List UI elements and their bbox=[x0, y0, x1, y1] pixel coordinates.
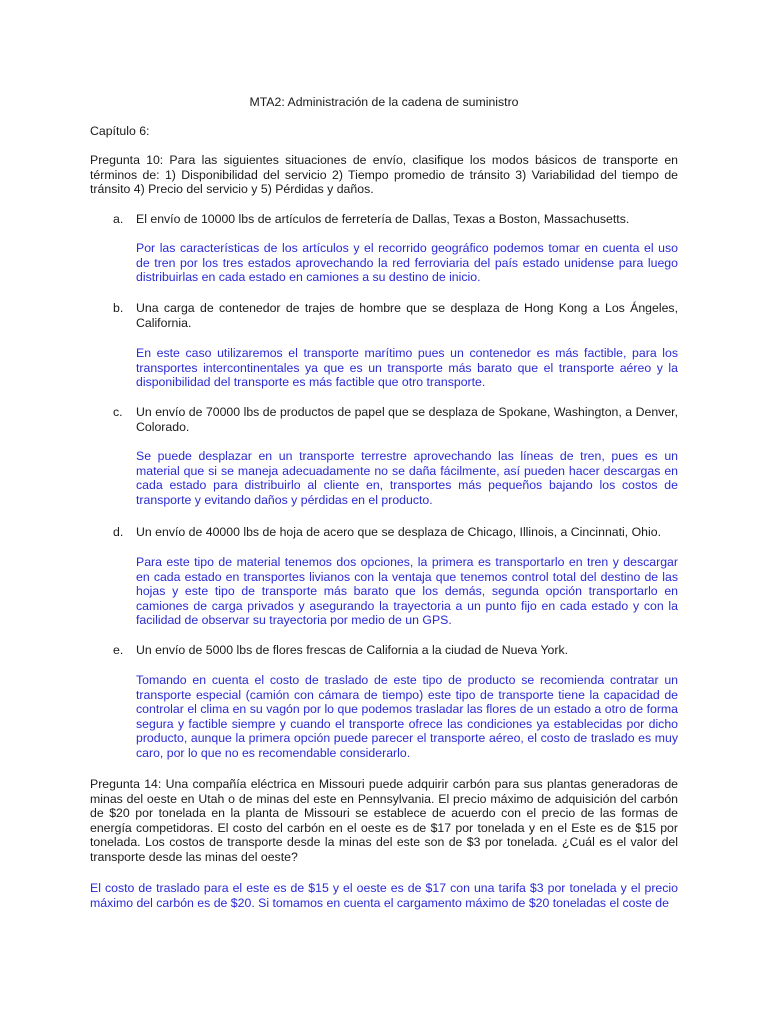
item-answer-c: Se puede desplazar en un transporte terrestre aprovechando las líneas de tren, pues es un material que si se maneja adecuadamente no se daña fácilmente, así pueden hacer descargas en cada estado para distribuirlo al cliente en, transportes más pequeños bajando los costos de transporte y evitando daños y pérdidas en el producto. bbox=[136, 449, 678, 507]
question-14: Pregunta 14: Una compañía eléctrica en Missouri puede adquirir carbón para sus plantas generadoras de minas del oeste en Utah o de minas del este en Pennsylvania. El precio máximo de adquisición del carbón de $20 por tonelada en la planta de Missouri se establece de acuerdo con el precio de las formas de energía competidoras. El costo del carbón en el oeste es de $17 por tonelada y en el Este es de $15 por tonelada. Los costos de transporte desde la minas del este son de $3 por tonelada. ¿Cuál es el valor del transporte desde las minas del oeste? bbox=[90, 777, 678, 864]
item-answer-b: En este caso utilizaremos el transporte marítimo pues un contenedor es más factible, para los transportes intercontinentales ya que es un transporte más barato que el transporte aéreo y la disponibilidad del transporte es más factible que otro transporte. bbox=[136, 346, 678, 390]
chapter-heading: Capítulo 6: bbox=[90, 124, 150, 138]
item-question: El envío de 10000 lbs de artículos de ferretería de Dallas, Texas a Boston, Massachusetts. bbox=[136, 212, 630, 226]
item-question: Una carga de contenedor de trajes de hombre que se desplaza de Hong Kong a Los Ángeles, California. bbox=[136, 301, 678, 330]
question-14-answer: El costo de traslado para el este es de $15 y el oeste es de $17 con una tarifa $3 por tonelada y el precio máximo del carbón es de $20. Si tomamos en cuenta el cargamento máximo de $20 toneladas el coste de bbox=[90, 881, 678, 910]
item-letter: d. bbox=[113, 525, 124, 539]
item-letter: a. bbox=[113, 212, 124, 226]
item-question: Un envío de 5000 lbs de flores frescas de California a la ciudad de Nueva York. bbox=[136, 643, 569, 657]
item-question: Un envío de 70000 lbs de productos de papel que se desplaza de Spokane, Washington, a Denver, Colorado. bbox=[136, 405, 678, 434]
item-answer-a: Por las características de los artículos y el recorrido geográfico podemos tomar en cuenta el uso de tren por los tres estados aprovechando la red ferroviaria del país estado unidense para luego distribuirlas en cada estado en camiones a su destino de inicio. bbox=[136, 241, 678, 285]
item-letter: c. bbox=[113, 405, 123, 419]
item-answer-e: Tomando en cuenta el costo de traslado de este tipo de producto se recomienda contratar un transporte especial (camión con cámara de tiempo) este tipo de transporte tiene la capacidad de controlar el clima en su vagón por lo que podemos trasladar las flores de un estado a otro de forma segura y factible siempre y cuando el transporte ofrece las condiciones ya establecidas por dicho producto, aunque la primera opción puede parecer el transporte aéreo, el costo de traslado es muy caro, por lo que no es recomendable considerarlo. bbox=[136, 673, 678, 760]
item-question: Un envío de 40000 lbs de hoja de acero que se desplaza de Chicago, Illinois, a Cincinnati, Ohio. bbox=[136, 525, 662, 539]
document-title: MTA2: Administración de la cadena de suministro bbox=[249, 95, 519, 109]
item-letter: b. bbox=[113, 301, 124, 315]
question-10-intro: Pregunta 10: Para las siguientes situaciones de envío, clasifique los modos básicos de transporte en términos de: 1) Disponibilidad del servicio 2) Tiempo promedio de tránsito 3) Variabilidad del tiempo de tránsito 4) Precio del servicio y 5) Pérdidas y daños. bbox=[90, 153, 678, 197]
item-letter: e. bbox=[113, 643, 124, 657]
item-answer-d: Para este tipo de material tenemos dos opciones, la primera es transportarlo en tren y descargar en cada estado en transportes livianos con la ventaja que tenemos control total del destino de las hojas y este tipo de transporte más barato que los demás, segunda opción transportarlo en camiones de carga privados y asegurando la trayectoria a un punto fijo en cada estado y con la facilidad de observar su trayectoria por medio de un GPS. bbox=[136, 555, 678, 628]
